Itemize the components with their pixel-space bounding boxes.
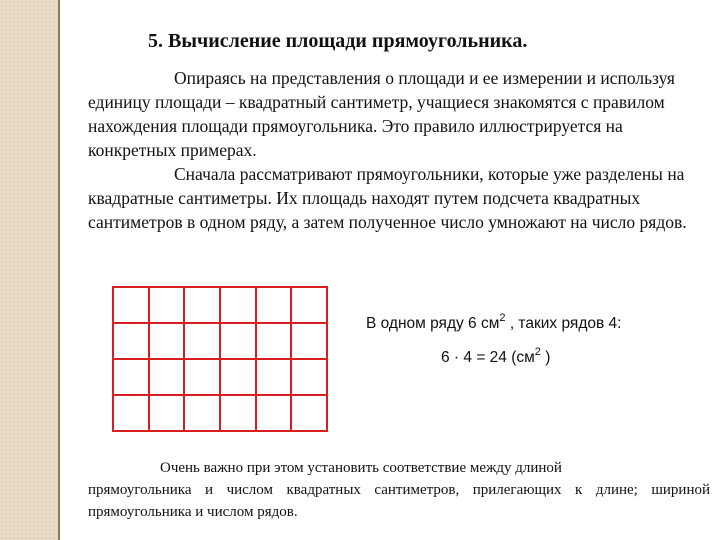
grid-cell-square-cm xyxy=(291,323,327,359)
grid-cell-square-cm xyxy=(184,359,220,395)
grid-cell-square-cm xyxy=(149,359,185,395)
grid-cell-square-cm xyxy=(149,395,185,431)
paragraph-counting-method: Сначала рассматривают прямоугольники, которые уже разделены на квадратные сантиметры. Их площадь находят путем подсчета квадратных сантиметров в одном ряду, а затем полученное число умножают на число рядов. xyxy=(88,164,687,232)
grid-row xyxy=(113,323,327,359)
grid-cell-square-cm xyxy=(256,359,292,395)
grid-cell-square-cm xyxy=(113,323,149,359)
decorative-left-stripe xyxy=(0,0,58,540)
slide-title: 5. Вычисление площади прямоугольника. xyxy=(148,30,528,52)
calculation-text-end: ) xyxy=(540,349,551,366)
paragraph-area-concept: Опираясь на представления о площади и ее измерении и используя единицу площади – квадратный сантиметр, учащиеся знакомятся с правилом нахождения площади прямоугольника. Это правило иллюстрируется на конкретных примерах. xyxy=(88,68,675,160)
grid-cell-square-cm xyxy=(113,287,149,323)
paragraph-correspondence-line1: Очень важно при этом установить соответствие между длиной xyxy=(160,460,562,476)
grid-cell-square-cm xyxy=(291,395,327,431)
grid-row xyxy=(113,359,327,395)
grid-cell-square-cm xyxy=(220,395,256,431)
grid-cell-square-cm xyxy=(256,395,292,431)
grid-cell-square-cm xyxy=(184,395,220,431)
grid-cell-square-cm xyxy=(149,323,185,359)
grid-cell-square-cm xyxy=(220,323,256,359)
grid-cell-square-cm xyxy=(256,323,292,359)
example-row-statement xyxy=(366,312,621,333)
grid-cell-square-cm xyxy=(291,287,327,323)
grid-row xyxy=(113,287,327,323)
grid-cell-square-cm xyxy=(184,323,220,359)
grid-cell-square-cm xyxy=(113,395,149,431)
grid-cell-square-cm xyxy=(149,287,185,323)
paragraph-correspondence xyxy=(88,457,710,523)
grid-cell-square-cm xyxy=(220,287,256,323)
calculation-text: 6 · 4 = 24 (см xyxy=(441,349,535,366)
superscript-2: 2 xyxy=(499,312,506,324)
superscript-2: 2 xyxy=(534,346,541,358)
example-calculation xyxy=(441,346,550,367)
grid-row xyxy=(113,395,327,431)
example-row-text: В одном ряду 6 см xyxy=(366,315,500,332)
grid-cell-square-cm xyxy=(291,359,327,395)
grid-cell-square-cm xyxy=(256,287,292,323)
paragraph-correspondence-rest: прямоугольника и числом квадратных сантиметров, прилегающих к длине; шириной прямоугольника и числом рядов. xyxy=(88,482,710,520)
grid-cell-square-cm xyxy=(220,359,256,395)
grid-cell-square-cm xyxy=(113,359,149,395)
example-row-text-end: , таких рядов 4: xyxy=(505,315,622,332)
grid-cell-square-cm xyxy=(184,287,220,323)
rectangle-grid-6x4 xyxy=(112,286,328,432)
